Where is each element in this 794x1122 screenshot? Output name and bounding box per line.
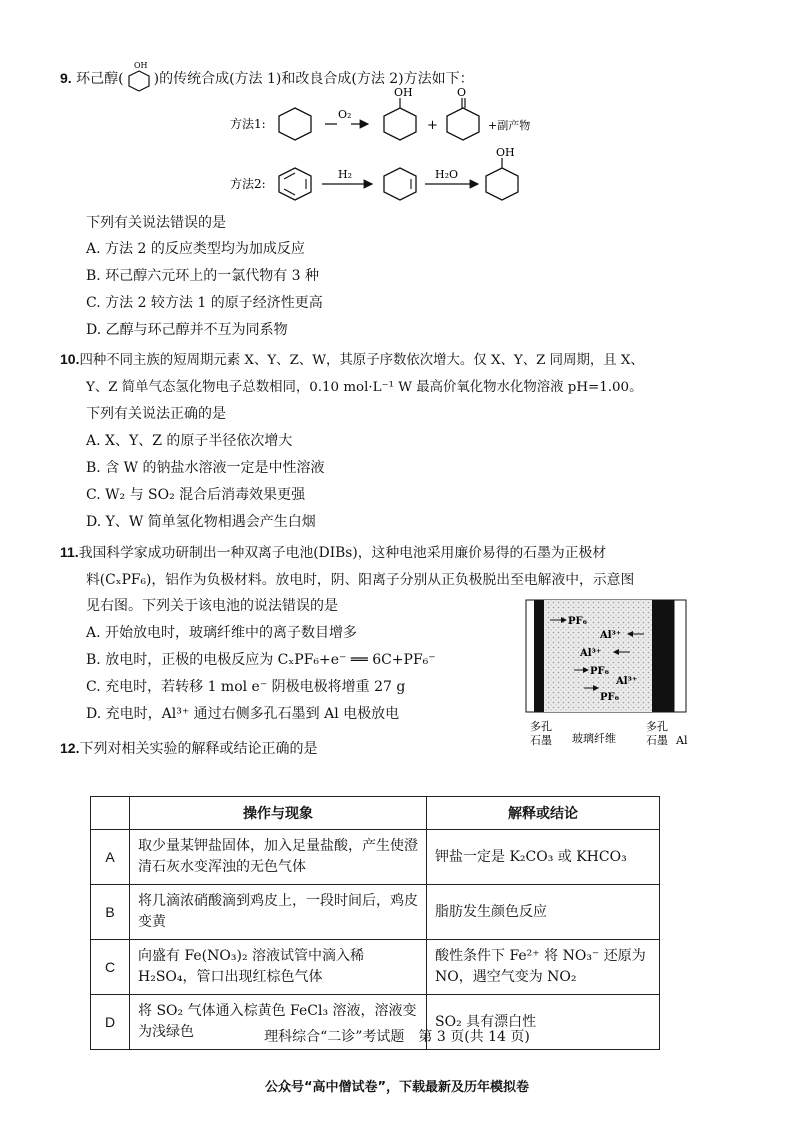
table-header-operation: 操作与现象 <box>130 797 427 830</box>
cyclohexanol-method2-ring <box>486 168 518 200</box>
pf6-ion-3: PF₆ <box>600 692 619 703</box>
q12-stem-text: 下列对相关实验的解释或结论正确的是 <box>79 741 318 757</box>
q9-stem-part-a: 环己醇( <box>76 71 124 87</box>
al-ion-2: Al³⁺ <box>580 648 602 659</box>
cyclohexane-ring <box>279 108 311 140</box>
q9-option-c: C. 方法 2 较方法 1 的原子经济性更高 <box>86 295 323 311</box>
q9-reaction-scheme <box>220 84 600 214</box>
row-conclusion: 钾盐一定是 K₂CO₃ 或 KHCO₃ <box>427 830 660 885</box>
cyclohexanone-product-ring <box>447 108 479 140</box>
cyclohexanol-inline-structure <box>124 60 154 98</box>
table-header-blank <box>91 797 130 830</box>
experiment-table <box>90 796 660 1050</box>
row-conclusion: 脂肪发生颜色反应 <box>427 885 660 940</box>
q12-number: 12. <box>60 740 80 756</box>
right-graphite-electrode <box>652 600 674 712</box>
page-footer: 理科综合“二诊”考试题 第 3 页(共 14 页) <box>264 1029 530 1045</box>
right-label-porous: 多孔 <box>646 720 668 733</box>
q11-line-3: 见右图。下列关于该电池的说法错误的是 <box>86 598 338 614</box>
row-label: C <box>91 940 130 995</box>
row-conclusion: 酸性条件下 Fe²⁺ 将 NO₃⁻ 还原为 NO，遇空气变为 NO₂ <box>427 940 660 995</box>
al-ion-3: Al³⁺ <box>616 676 638 687</box>
q11-option-d: D. 充电时，Al³⁺ 通过右侧多孔石墨到 Al 电极放电 <box>86 706 400 722</box>
row-conclusion: SO₂ 具有漂白性 <box>427 995 660 1050</box>
q10-number: 10. <box>60 351 80 367</box>
q10-option-b: B. 含 W 的钠盐水溶液一定是中性溶液 <box>86 460 325 476</box>
glass-fiber-label: 玻璃纤维 <box>572 732 616 745</box>
method2-product-oh-label: OH <box>496 146 515 159</box>
q11-option-c: C. 充电时，若转移 1 mol e⁻ 阴极电极将增重 27 g <box>86 679 406 695</box>
table-row <box>91 940 660 995</box>
q11-line-2: 料(CₓPF₆)，铝作为负极材料。放电时，阴、阳离子分别从正负极脱出至电解液中，示意图 <box>86 572 635 588</box>
method2-reagent-2: H₂O <box>435 168 459 181</box>
inline-oh-label: OH <box>133 61 148 70</box>
product-o-label: O <box>457 86 467 99</box>
al-electrode-label: Al <box>676 734 688 747</box>
q10-prompt: 下列有关说法正确的是 <box>86 406 226 422</box>
aluminum-electrode <box>674 600 686 712</box>
plus-sign: + <box>427 118 438 133</box>
left-label-porous: 多孔 <box>530 720 552 733</box>
q9-number: 9. <box>60 70 72 86</box>
row-label: D <box>91 995 130 1050</box>
q11-option-b: B. 放电时，正极的电极反应为 CₓPF₆+e⁻ ══ 6C+PF₆⁻ <box>86 652 436 668</box>
q12-stem <box>60 738 317 758</box>
battery-diagram <box>522 596 694 748</box>
byproduct-label: +副产物 <box>488 119 531 132</box>
row-operation: 取少量某钾盐固体，加入足量盐酸，产生使澄清石灰水变浑浊的无色气体 <box>130 830 427 885</box>
table-row <box>91 830 660 885</box>
q9-option-a: A. 方法 2 的反应类型均为加成反应 <box>86 241 305 257</box>
q10-line-1 <box>60 349 644 368</box>
pf6-ion-2: PF₆ <box>590 666 609 677</box>
right-label-graphite: 石墨 <box>646 734 668 747</box>
row-operation: 将几滴浓硝酸滴到鸡皮上，一段时间后，鸡皮变黄 <box>130 885 427 940</box>
q10-option-c: C. W₂ 与 SO₂ 混合后消毒效果更强 <box>86 487 306 503</box>
cyclohexanol-product-ring <box>384 108 416 140</box>
method2-reagent-1: H₂ <box>338 168 353 181</box>
table-header-row <box>91 797 660 830</box>
q10-line-2: Y、Z 简单气态氢化物电子总数相同，0.10 mol·L⁻¹ W 最高价氧化物水化物溶液 pH=1.00。 <box>86 380 643 395</box>
row-label: A <box>91 830 130 885</box>
footer-note: 公众号“高中僧试卷”，下载最新及历年模拟卷 <box>264 1080 530 1095</box>
al-ion-1: Al³⁺ <box>600 630 622 641</box>
q10-line-1-text: 四种不同主族的短周期元素 X、Y、Z、W，其原子序数依次增大。仅 X、Y、Z 同周期，且 X、 <box>79 353 644 368</box>
left-label-graphite: 石墨 <box>530 734 552 747</box>
left-graphite-electrode <box>534 600 544 712</box>
q9-option-d: D. 乙醇与环己醇并不互为同系物 <box>86 322 288 338</box>
table-row <box>91 885 660 940</box>
q11-line-1 <box>60 541 606 561</box>
method1-reagent: O₂ <box>338 108 352 121</box>
method1-label: 方法1: <box>230 117 266 131</box>
product-oh-label: OH <box>394 86 413 99</box>
q11-number: 11. <box>60 544 79 560</box>
q11-line-1-text: 我国科学家成功研制出一种双离子电池(DIBs)，这种电池采用廉价易得的石墨为正极材 <box>78 545 607 561</box>
row-label: B <box>91 885 130 940</box>
q10-option-d: D. Y、W 简单氢化物相遇会产生白烟 <box>86 514 316 530</box>
q9-option-b: B. 环己醇六元环上的一氯代物有 3 种 <box>86 268 319 284</box>
q10-option-a: A. X、Y、Z 的原子半径依次增大 <box>86 433 293 449</box>
q11-option-a: A. 开始放电时，玻璃纤维中的离子数目增多 <box>86 625 358 641</box>
table-header-conclusion: 解释或结论 <box>427 797 660 830</box>
row-operation: 向盛有 Fe(NO₃)₂ 溶液试管中滴入稀 H₂SO₄，管口出现红棕色气体 <box>130 940 427 995</box>
method2-label: 方法2: <box>230 177 266 191</box>
q9-prompt: 下列有关说法错误的是 <box>86 215 226 231</box>
pf6-ion-1: PF₆ <box>568 616 587 627</box>
row-operation: 将 SO₂ 气体通入棕黄色 FeCl₃ 溶液，溶液变为浅绿色 <box>130 995 427 1050</box>
q9-stem-part-b: )的传统合成(方法 1)和改良合成(方法 2)方法如下： <box>153 71 474 87</box>
